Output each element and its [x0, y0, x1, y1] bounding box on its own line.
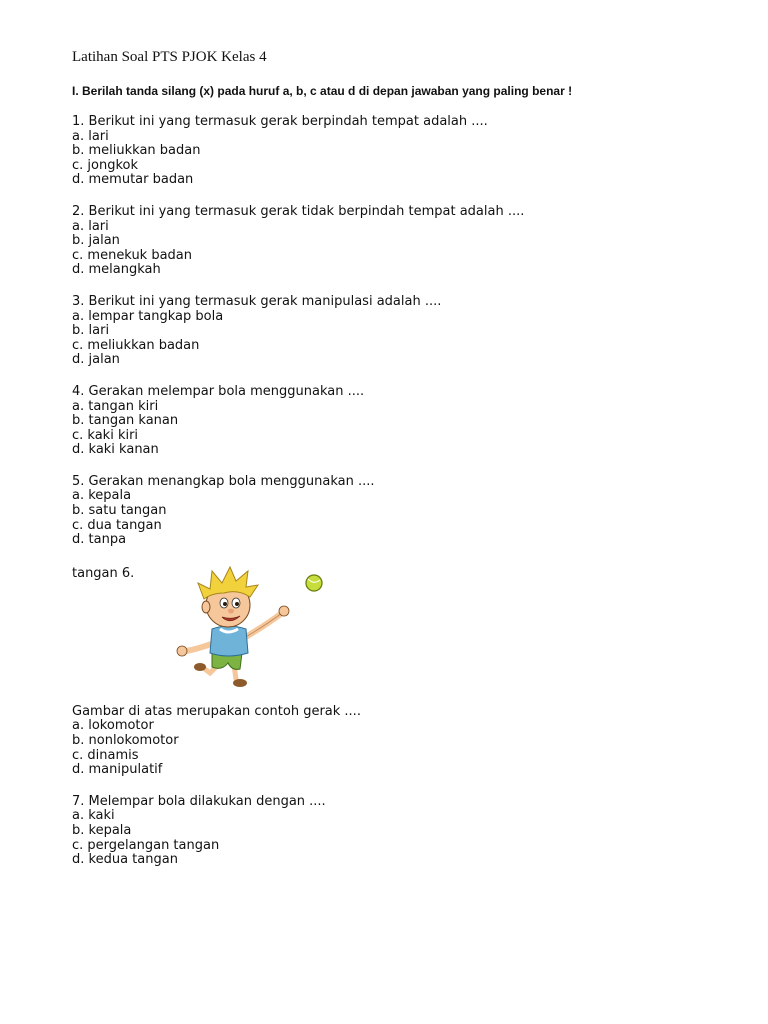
option-b: b. satu tangan — [72, 503, 167, 519]
option-b: b. kepala — [72, 823, 132, 838]
option-c: c. kaki kiri — [72, 427, 139, 443]
option-d: d. kaki kanan — [72, 442, 159, 458]
question-text: 7. Melempar bola dilakukan dengan .... — [72, 793, 326, 809]
question-2 — [72, 205, 712, 278]
option-b: b. meliukkan badan — [72, 143, 201, 159]
document-title: Latihan Soal PTS PJOK Kelas 4 — [72, 49, 267, 65]
question-5 — [72, 475, 712, 548]
ball-icon — [306, 575, 322, 591]
option-c: c. menekuk badan — [72, 247, 193, 263]
option-a: a. tangan kiri — [72, 398, 159, 414]
option-d: d. manipulatif — [72, 762, 163, 778]
question-1 — [72, 115, 712, 188]
question-6-figure-row — [72, 561, 712, 696]
option-a: a. lempar tangkap bola — [72, 308, 224, 324]
question-text: 1. Berikut ini yang termasuk gerak berpindah tempat adalah .... — [72, 114, 488, 129]
option-d: d. melangkah — [72, 262, 161, 278]
question-6 — [72, 705, 712, 778]
option-a: a. kaki — [72, 808, 115, 824]
question-text: 4. Gerakan melempar bola menggunakan .... — [72, 383, 365, 399]
question-text: 2. Berikut ini yang termasuk gerak tidak berpindah tempat adalah .... — [72, 203, 525, 219]
option-a: a. lari — [72, 128, 109, 144]
question-3 — [72, 295, 712, 368]
option-a: a. lokomotor — [72, 718, 154, 734]
option-a: a. lari — [72, 218, 109, 234]
option-b: b. jalan — [72, 233, 120, 249]
option-c: c. jongkok — [72, 157, 139, 173]
instruction-text: I. Berilah tanda silang (x) pada huruf a, b, c atau d di depan jawaban yang paling benar ! — [72, 84, 573, 98]
option-b: b. nonlokomotor — [72, 733, 179, 749]
document-page — [72, 48, 712, 868]
question-7 — [72, 795, 712, 868]
option-c: c. dinamis — [72, 747, 139, 763]
option-b: b. tangan kanan — [72, 413, 179, 429]
question-text: Gambar di atas merupakan contoh gerak .... — [72, 703, 361, 719]
option-d: d. jalan — [72, 352, 120, 368]
option-c: c. dua tangan — [72, 517, 162, 533]
option-a: a. kepala — [72, 488, 132, 504]
question-4 — [72, 385, 712, 458]
option-c: c. pergelangan tangan — [72, 837, 220, 853]
option-d: d. memutar badan — [72, 172, 194, 188]
option-d: d. tanpa — [72, 532, 127, 548]
question-text: 5. Gerakan menangkap bola menggunakan .... — [72, 473, 375, 489]
option-b: b. lari — [72, 323, 110, 339]
option-c: c. meliukkan badan — [72, 337, 200, 353]
question-6-lead: tangan 6. — [72, 565, 135, 581]
boy-throwing-ball-illustration — [168, 563, 334, 693]
question-text: 3. Berikut ini yang termasuk gerak manipulasi adalah .... — [72, 293, 442, 309]
option-d: d. kedua tangan — [72, 852, 178, 868]
